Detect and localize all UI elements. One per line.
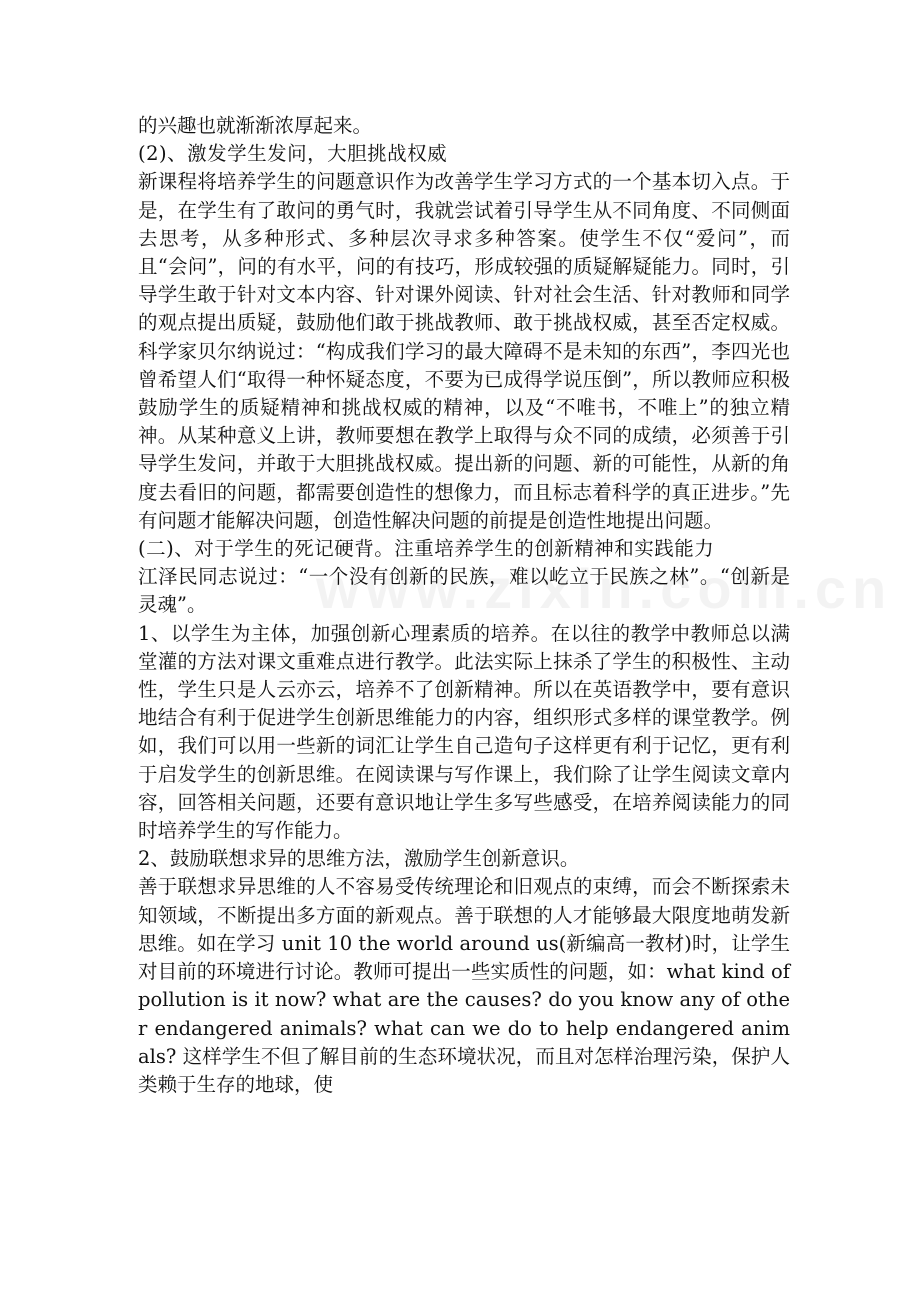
paragraph-association-thinking: 善于联想求异思维的人不容易受传统理论和旧观点的束缚，而会不断探索未知领域，不断提出多方面的新观点。善于联想的人才能够最大限度地萌发新思维。如在学习 unit 10 the world around us(新编高一教材)时，让学生对目前的环境进行讨论。教师可提出一些实质性的问题，如：what kind of pollution is it now? what are the causes? do you know any of other endangered animals? what can we do to help endangered animals? 这样学生不但了解目前的生态环境状况，而且对怎样治理污染，保护人类赖于生存的地球，使 [138, 875, 790, 1096]
paragraph-questioning: 新课程将培养学生的问题意识作为改善学生学习方式的一个基本切入点。于是，在学生有了敢问的勇气时，我就尝试着引导学生从不同角度、不同侧面去思考，从多种形式、多种层次寻求多种答案。使学生不仅“爱问”，而且“会问”，问的有水平，问的有技巧，形成较强的质疑解疑能力。同时，引导学生敢于针对文本内容、针对课外阅读、针对社会生活、针对教师和同学的观点提出质疑，鼓励他们敢于挑战教师、敢于挑战权威，甚至否定权威。科学家贝尔纳说过：“构成我们学习的最大障碍不是未知的东西”，李四光也曾希望人们“取得一种怀疑态度，不要为已成得学说压倒”，所以教师应积极鼓励学生的质疑精神和挑战权威的精神，以及“不唯书，不唯上”的独立精神。从某种意义上讲，教师要想在教学上取得与众不同的成绩，必须善于引导学生发问，并敢于大胆挑战权威。提出新的问题、新的可能性，从新的角度去看旧的问题，都需要创造性的想像力，而且标志着科学的真正进步。”先有问题才能解决问题，创造性解决问题的前提是创造性地提出问题。 [138, 170, 790, 532]
section-heading-2: (2)、激发学生发问，大胆挑战权威 [138, 142, 448, 166]
paragraph-point-1: 1、以学生为主体，加强创新心理素质的培养。在以往的教学中教师总以满堂灌的方法对课文重难点进行教学。此法实际上抹杀了学生的积极性、主动性，学生只是人云亦云，培养不了创新精神。所以在英语教学中，要有意识地结合有利于促进学生创新思维能力的内容，组织形式多样的课堂教学。例如，我们可以用一些新的词汇让学生自己造句子这样更有利于记忆，更有利于启发学生的创新思维。在阅读课与写作课上，我们除了让学生阅读文章内容，回答相关问题，还要有意识地让学生多写些感受，在培养阅读能力的同时培养学生的写作能力。 [138, 621, 790, 843]
paragraph-point-2-heading: 2、鼓励联想求异的思维方法，激励学生创新意识。 [138, 847, 580, 871]
section-heading-rote-learning: (二)、对于学生的死记硬背。注重培养学生的创新精神和实践能力 [138, 537, 715, 561]
document-body [138, 112, 790, 1099]
paragraph-quote-jiang: 江泽民同志说过：“一个没有创新的民族，难以屹立于民族之林”。“创新是灵魂”。 [138, 565, 790, 617]
paragraph-continuation: 的兴趣也就渐渐浓厚起来。 [138, 114, 373, 137]
